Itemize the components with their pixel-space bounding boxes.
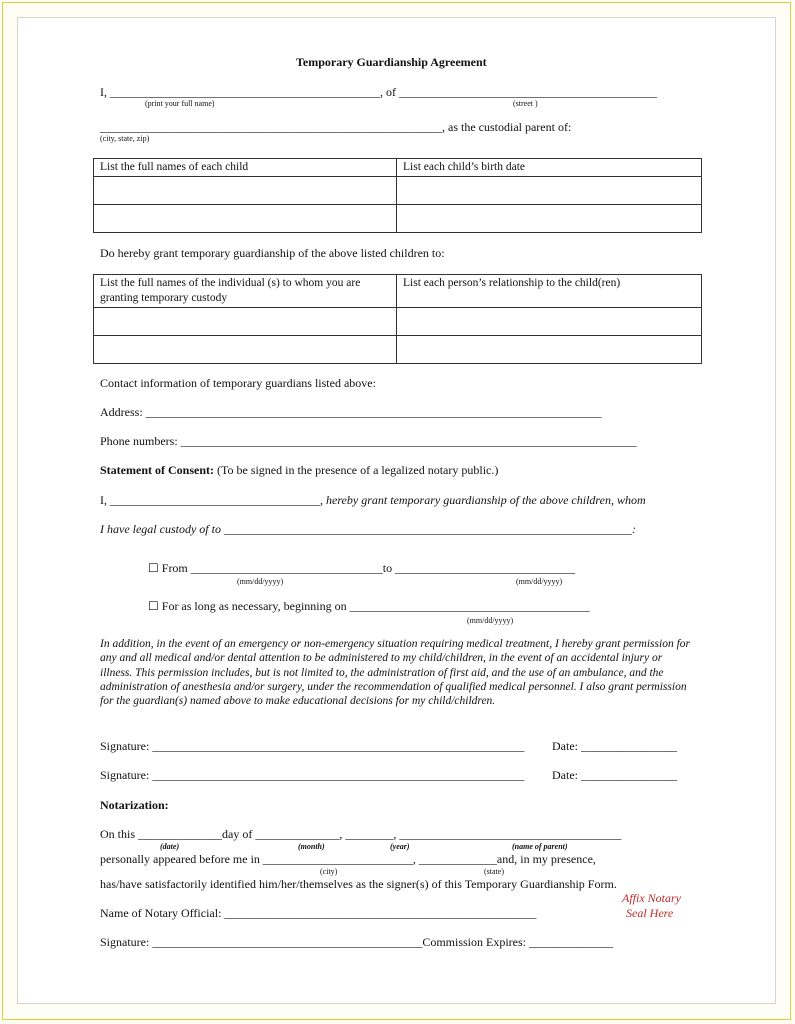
from-option xyxy=(148,561,575,576)
hint-beginning-date: (mm/dd/yyyy) xyxy=(467,616,514,625)
parent-name-street-line: I, _____________________________________________, of ___________________________________________ xyxy=(100,85,657,99)
appeared-before-line[interactable]: personally appeared before me in _________________________, _____________and, in my presence, xyxy=(100,852,596,866)
child-name-cell[interactable] xyxy=(94,205,397,233)
guardians-header-relationship: List each person’s relationship to the child(ren) xyxy=(397,275,702,308)
hint-month: (month) xyxy=(298,842,325,851)
guardian-relationship-cell[interactable] xyxy=(397,336,702,364)
hint-print-name: (print your full name) xyxy=(145,99,215,108)
table-row xyxy=(94,177,702,205)
notary-official-line[interactable]: Name of Notary Official: ____________________________________________________ xyxy=(100,906,537,920)
signature-line-2[interactable]: Signature: ______________________________________________________________ xyxy=(100,768,525,782)
consent-heading: Statement of Consent: xyxy=(100,463,214,477)
hint-state: (state) xyxy=(484,867,504,876)
long-checkbox[interactable]: ☐ xyxy=(148,599,159,613)
child-birthdate-cell[interactable] xyxy=(397,205,702,233)
child-birthdate-cell[interactable] xyxy=(397,177,702,205)
consent-line-2[interactable]: I have legal custody of to ____________________________________________________________________: xyxy=(100,522,636,536)
guardians-header-names xyxy=(94,275,397,308)
consent-note: (To be signed in the presence of a legalized notary public.) xyxy=(213,463,499,477)
hint-to-date: (mm/dd/yyyy) xyxy=(516,577,563,586)
grant-statement: Do hereby grant temporary guardianship of the above listed children to: xyxy=(100,246,445,260)
children-header-names: List the full names of each child xyxy=(94,159,397,177)
guardian-name-cell[interactable] xyxy=(94,336,397,364)
consent-line-1 xyxy=(100,493,646,508)
consent-line-1-text: , hereby grant temporary guardianship of the above children, whom xyxy=(320,493,646,507)
hint-year: (year) xyxy=(390,842,410,851)
on-this-day-line[interactable]: On this ______________day of ______________, ________, _____________________________________ xyxy=(100,827,622,841)
medical-permission-paragraph: In addition, in the event of an emergency or non-emergency situation requiring medical treatment, I hereby grant permission for any and all medical and/or dental attention to be administered to my child/children, in the event of an accidental injury or illness. This permission includes, but is not limited to, the administration of first aid, and the use of an ambulance, and the administration of anesthesia and/or surgery, under the recommendation of qualified medical personnel. I also grant permission for the guardian(s) named above to make educational decisions for my child/children. xyxy=(100,638,690,708)
from-to-line: From ________________________________to ______________________________ xyxy=(161,561,576,575)
date-line-2[interactable]: Date: ________________ xyxy=(552,768,677,782)
children-table xyxy=(93,158,702,233)
guardians-table xyxy=(93,274,702,364)
guardian-relationship-cell[interactable] xyxy=(397,308,702,336)
signature-line-1[interactable]: Signature: ______________________________________________________________ xyxy=(100,739,525,753)
guardians-header-names-line2: granting temporary custody xyxy=(100,292,228,304)
child-name-cell[interactable] xyxy=(94,177,397,205)
guardians-header-names-line1: List the full names of the individual (s) to whom you are xyxy=(100,277,361,289)
children-header-birthdates: List each child’s birth date xyxy=(397,159,702,177)
identified-line: has/have satisfactorily identified him/her/themselves as the signer(s) of this Temporary Guardianship Form. xyxy=(100,877,617,891)
hint-city: (city) xyxy=(320,867,338,876)
phone-line[interactable]: Phone numbers: ____________________________________________________________________________ xyxy=(100,434,637,448)
long-option xyxy=(148,599,590,614)
hint-name-of-parent: (name of parent) xyxy=(512,842,568,851)
hint-city-state-zip: (city, state, zip) xyxy=(100,134,150,143)
address-line[interactable]: Address: ____________________________________________________________________________ xyxy=(100,405,602,419)
date-line-1[interactable]: Date: ________________ xyxy=(552,739,677,753)
table-row xyxy=(94,308,702,336)
hint-date: (date) xyxy=(160,842,180,851)
contact-label: Contact information of temporary guardians listed above: xyxy=(100,376,376,390)
city-state-zip-line: _________________________________________________________, as the custodial parent of: xyxy=(100,120,572,134)
hint-from-date: (mm/dd/yyyy) xyxy=(237,577,284,586)
seal-here-label: Seal Here xyxy=(626,906,674,920)
consent-name-blank[interactable]: I, ___________________________________ xyxy=(100,493,320,507)
document-title: Temporary Guardianship Agreement xyxy=(296,55,487,69)
notarization-heading: Notarization: xyxy=(100,798,169,812)
table-row xyxy=(94,336,702,364)
guardian-name-cell[interactable] xyxy=(94,308,397,336)
hint-street: (street ) xyxy=(513,99,538,108)
notary-signature-commission-line[interactable]: Signature: _____________________________________________Commission Expires: ______________ xyxy=(100,935,613,949)
table-row xyxy=(94,205,702,233)
long-option-line: For as long as necessary, beginning on ________________________________________ xyxy=(161,599,590,613)
affix-notary-label: Affix Notary xyxy=(622,891,681,905)
consent-heading-line xyxy=(100,463,498,478)
from-checkbox[interactable]: ☐ xyxy=(148,561,159,575)
